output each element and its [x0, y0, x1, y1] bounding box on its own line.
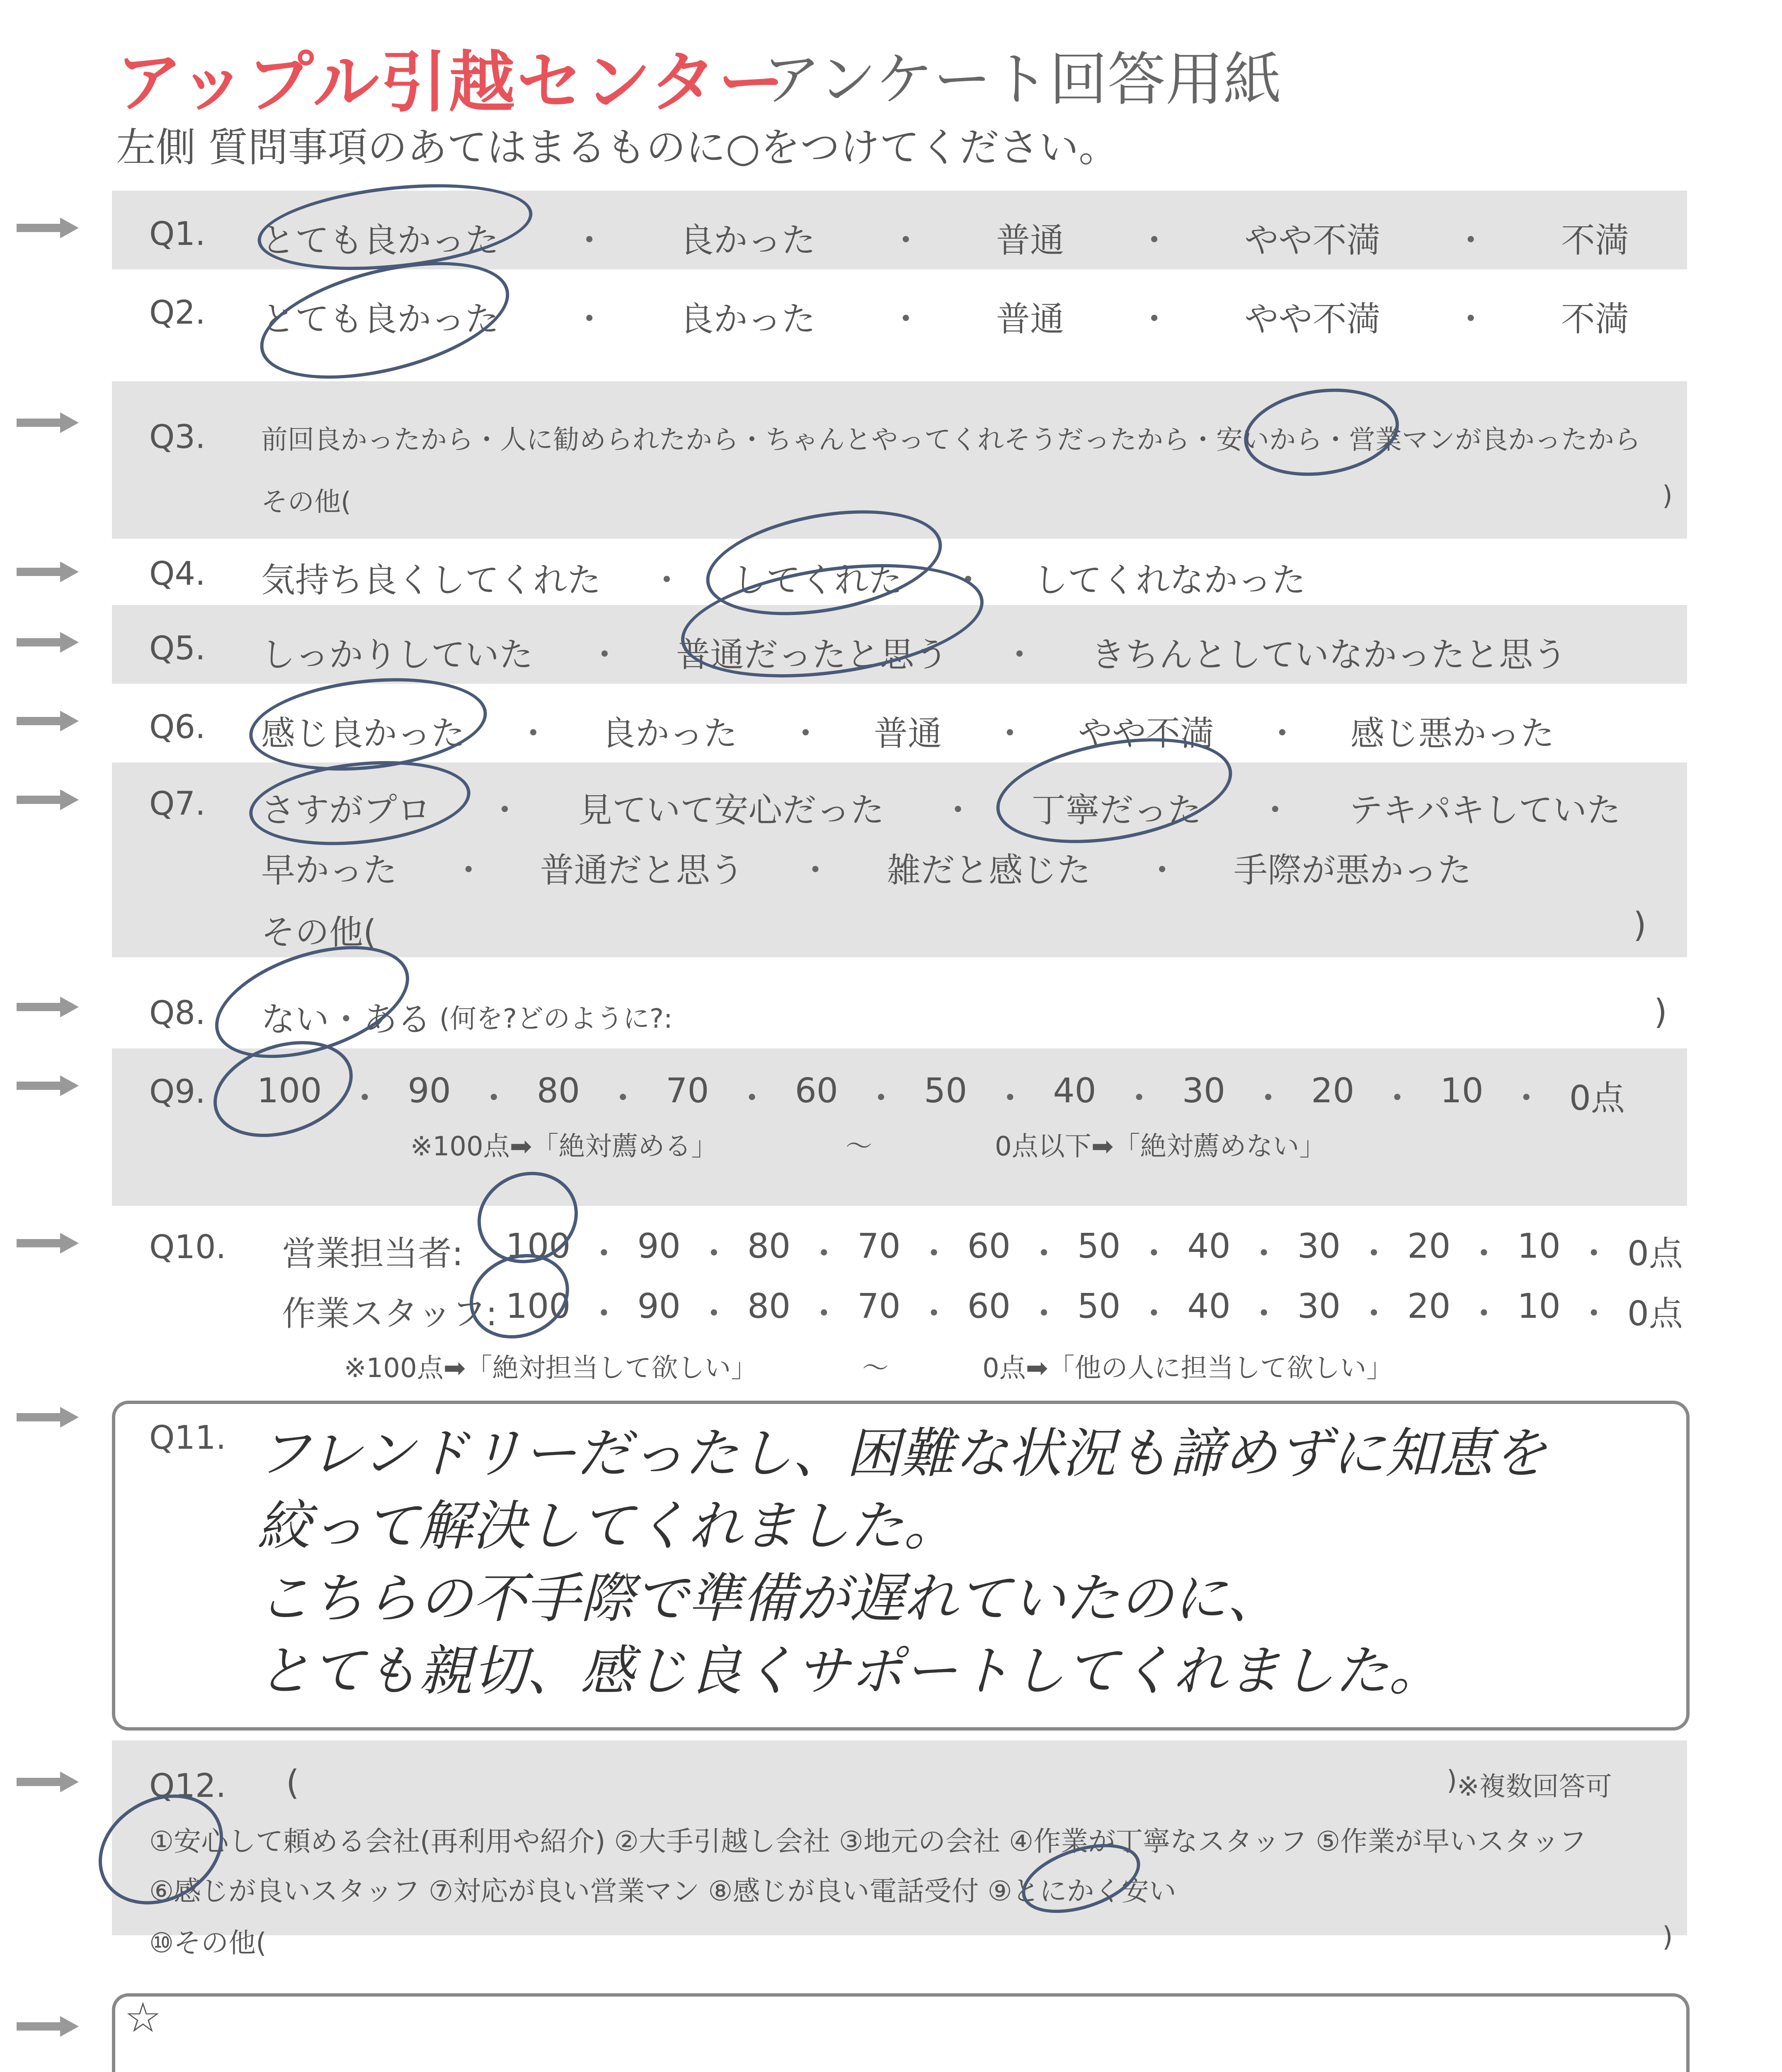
q12-line1[interactable]: ①安心して頼める会社(再利用や紹介) ②大手引越し会社 ③地元の会社 ④作業が丁寧なスタッフ ⑤作業が早いスタッフ: [149, 1825, 1587, 1857]
q12-note: ※複数回答可: [1457, 1772, 1612, 1802]
star-icon: ☆: [124, 1993, 162, 2042]
q9-tilde: 〜: [846, 1131, 872, 1162]
option[interactable]: 良かった: [679, 221, 816, 260]
q3-options[interactable]: 前回良かったから・人に勧められたから・ちゃんとやってくれそうだったから・安いから・営業マンが良かったから: [261, 425, 1641, 455]
q3-label: Q3.: [149, 419, 206, 456]
q6-options: 感じ良かった ・ 良かった ・ 普通 ・ やや不満 ・ 感じ悪かった: [261, 707, 1554, 755]
q5-label: Q5.: [149, 630, 206, 667]
score-option[interactable]: 0点: [1627, 1294, 1683, 1334]
option[interactable]: 感じ良かった: [261, 714, 466, 753]
q3-other[interactable]: その他(: [261, 487, 351, 518]
arrow-icon: [17, 1769, 79, 1794]
q11-label: Q11.: [149, 1419, 226, 1457]
score-option[interactable]: 70: [666, 1071, 709, 1111]
q7-label: Q7.: [149, 785, 206, 823]
arrow-icon: [17, 709, 79, 733]
q10-label: Q10.: [149, 1229, 226, 1266]
score-option[interactable]: 50: [1077, 1227, 1121, 1266]
option[interactable]: とても良かった: [261, 300, 499, 339]
score-option[interactable]: 30: [1297, 1287, 1341, 1326]
score-option[interactable]: 100: [506, 1287, 571, 1326]
option[interactable]: 不満: [1561, 300, 1629, 339]
q12-line3[interactable]: ⑩その他(: [149, 1927, 267, 1959]
option[interactable]: 早かった: [261, 851, 398, 890]
score-option[interactable]: 80: [747, 1287, 791, 1326]
q9-scores: 100 ・ 90 ・ 80 ・ 70 ・ 60 ・ 50 ・ 40 ・ 30 ・ 20 ・ 10 ・ 0点: [257, 1071, 1625, 1120]
comment-box[interactable]: [112, 1993, 1690, 2072]
form-title: アンケート回答用紙: [763, 46, 1282, 114]
option[interactable]: やや不満: [1244, 221, 1381, 260]
arrow-icon: [17, 2014, 79, 2039]
score-option[interactable]: 20: [1311, 1071, 1355, 1111]
score-option[interactable]: 100: [257, 1071, 322, 1111]
answer-line: 絞って解決してくれました。: [257, 1494, 958, 1557]
answer-line: こちらの不手際で準備が遅れていたのに、: [257, 1567, 1281, 1630]
score-option[interactable]: 20: [1407, 1287, 1451, 1326]
q8-label: Q8.: [149, 995, 206, 1032]
option[interactable]: 普通: [873, 714, 942, 753]
option[interactable]: 気持ち良くしてくれた: [261, 561, 601, 600]
arrow-icon: [17, 215, 79, 240]
option[interactable]: 感じ悪かった: [1350, 714, 1554, 753]
score-option[interactable]: 90: [637, 1287, 681, 1326]
q10-sales-label: 営業担当者:: [282, 1234, 463, 1273]
arrow-icon: [17, 995, 79, 1019]
score-option[interactable]: 80: [747, 1227, 791, 1266]
option[interactable]: 良かった: [601, 714, 737, 753]
option[interactable]: ある: [363, 1000, 432, 1039]
arrow-icon: [17, 1405, 79, 1430]
answer-line: フレンドリーだったし、困難な状況も諦めずに知恵を: [257, 1422, 1547, 1485]
score-option[interactable]: 40: [1053, 1071, 1096, 1111]
q12-close-paren: ): [1447, 1765, 1457, 1796]
q9-label: Q9.: [149, 1073, 206, 1111]
score-option[interactable]: 60: [967, 1287, 1011, 1326]
option[interactable]: 不満: [1561, 221, 1629, 260]
q1-options: とても良かった ・ 良かった ・ 普通 ・ やや不満 ・ 不満: [261, 213, 1629, 262]
q5-options: しっかりしていた ・ 普通だったと思う ・ きちんとしていなかったと思う: [261, 628, 1567, 676]
q10-staff-scores: 100 ・ 90 ・ 80 ・ 70 ・ 60 ・ 50 ・ 40 ・ 30 ・ 20 ・ 10 ・ 0点: [506, 1287, 1683, 1335]
option[interactable]: 手際が悪かった: [1233, 851, 1472, 890]
score-option[interactable]: 100: [506, 1227, 571, 1266]
score-option[interactable]: 50: [924, 1071, 967, 1111]
instruction: 左側 質問事項のあてはまるものに○をつけてください。: [116, 124, 1119, 171]
score-option[interactable]: 40: [1187, 1287, 1231, 1326]
option[interactable]: テキパキしていた: [1348, 791, 1621, 830]
q2-options: とても良かった ・ 良かった ・ 普通 ・ やや不満 ・ 不満: [261, 292, 1629, 341]
score-option[interactable]: 30: [1182, 1071, 1226, 1111]
option[interactable]: 普通だったと思う: [676, 635, 948, 675]
option[interactable]: やや不満: [1244, 300, 1381, 339]
option[interactable]: してくれた: [732, 561, 902, 600]
option[interactable]: とても良かった: [261, 221, 499, 260]
q11-answer: [257, 1417, 1547, 1707]
q7-other-close: ): [1633, 905, 1646, 945]
q9-note-right: 0点以下➡「絶対薦めない」: [995, 1131, 1326, 1162]
option[interactable]: 普通: [996, 300, 1064, 339]
q12-line2[interactable]: ⑥感じが良いスタッフ ⑦対応が良い営業マン ⑧感じが良い電話受付 ⑨とにかく安い: [149, 1875, 1176, 1907]
q9-note-left: ※100点➡「絶対薦める」: [410, 1131, 718, 1162]
answer-line: とても親切、感じ良くサポートしてくれました。: [257, 1639, 1443, 1702]
score-option[interactable]: 30: [1297, 1227, 1341, 1266]
option[interactable]: やや不満: [1078, 714, 1214, 753]
company-name: アップル引越センター: [116, 44, 786, 121]
score-option[interactable]: 0点: [1627, 1234, 1683, 1273]
score-option[interactable]: 0点: [1569, 1079, 1625, 1118]
q8-close: ): [1654, 992, 1667, 1032]
q2-label: Q2.: [149, 294, 206, 332]
option[interactable]: ない: [261, 1000, 330, 1039]
arrow-icon: [17, 787, 79, 812]
score-option[interactable]: 90: [407, 1071, 451, 1111]
arrow-icon: [17, 1073, 79, 1098]
score-option[interactable]: 90: [637, 1227, 681, 1266]
q10-staff-label: 作業スタッフ:: [282, 1294, 497, 1334]
q4-options: 気持ち良くしてくれた ・ してくれた ・ してくれなかった: [261, 553, 1306, 602]
score-option[interactable]: 50: [1077, 1287, 1121, 1326]
option[interactable]: しっかりしていた: [261, 635, 533, 675]
score-option[interactable]: 60: [795, 1071, 838, 1111]
score-option[interactable]: 40: [1187, 1227, 1231, 1266]
q8-note: (何を?どのように?:: [439, 1004, 673, 1034]
q4-label: Q4.: [149, 555, 206, 593]
arrow-icon: [17, 559, 79, 584]
q7-row1: さすがプロ ・ 見ていて安心だった ・ 丁寧だった ・ テキパキしていた: [261, 783, 1621, 832]
q10-sales-scores: 100 ・ 90 ・ 80 ・ 70 ・ 60 ・ 50 ・ 40 ・ 30 ・ 20 ・ 10 ・ 0点: [506, 1227, 1683, 1275]
q10-note-right: 0点➡「他の人に担当して欲しい」: [982, 1353, 1393, 1384]
option[interactable]: きちんとしていなかったと思う: [1091, 635, 1567, 675]
q7-row2: 早かった ・ 普通だと思う ・ 雑だと感じた ・ 手際が悪かった: [261, 843, 1472, 892]
q10-tilde: 〜: [862, 1353, 889, 1384]
q1-label: Q1.: [149, 215, 206, 253]
option[interactable]: 普通だと思う: [540, 851, 744, 890]
arrow-icon: [17, 410, 79, 435]
option[interactable]: 丁寧だった: [1031, 791, 1202, 830]
arrow-icon: [17, 630, 79, 655]
score-option[interactable]: 10: [1517, 1287, 1561, 1326]
q12-label: Q12.: [149, 1767, 226, 1805]
option[interactable]: してくれなかった: [1033, 561, 1306, 600]
option[interactable]: 雑だと感じた: [887, 851, 1091, 890]
option[interactable]: 良かった: [679, 300, 816, 339]
score-option[interactable]: 70: [857, 1227, 901, 1266]
q7-other[interactable]: その他(: [261, 913, 376, 952]
score-option[interactable]: 70: [857, 1287, 901, 1326]
score-option[interactable]: 80: [536, 1071, 580, 1111]
score-option[interactable]: 10: [1517, 1227, 1561, 1266]
option[interactable]: 見ていて安心だった: [578, 791, 885, 830]
q8-options: ない ・ ある (何を?どのように?:: [261, 992, 673, 1041]
q10-note-left: ※100点➡「絶対担当して欲しい」: [344, 1353, 758, 1384]
q12-open: (: [286, 1763, 299, 1803]
option[interactable]: さすがプロ: [261, 791, 432, 830]
q3-other-close: ): [1662, 481, 1673, 511]
arrow-icon: [17, 1231, 79, 1256]
score-option[interactable]: 10: [1440, 1071, 1484, 1111]
q12-close: [1447, 1765, 1612, 1803]
score-option[interactable]: 60: [967, 1227, 1011, 1266]
option[interactable]: 普通: [996, 221, 1064, 260]
q12-line3-close: ): [1662, 1921, 1673, 1953]
score-option[interactable]: 20: [1407, 1227, 1451, 1266]
q6-label: Q6.: [149, 709, 206, 746]
